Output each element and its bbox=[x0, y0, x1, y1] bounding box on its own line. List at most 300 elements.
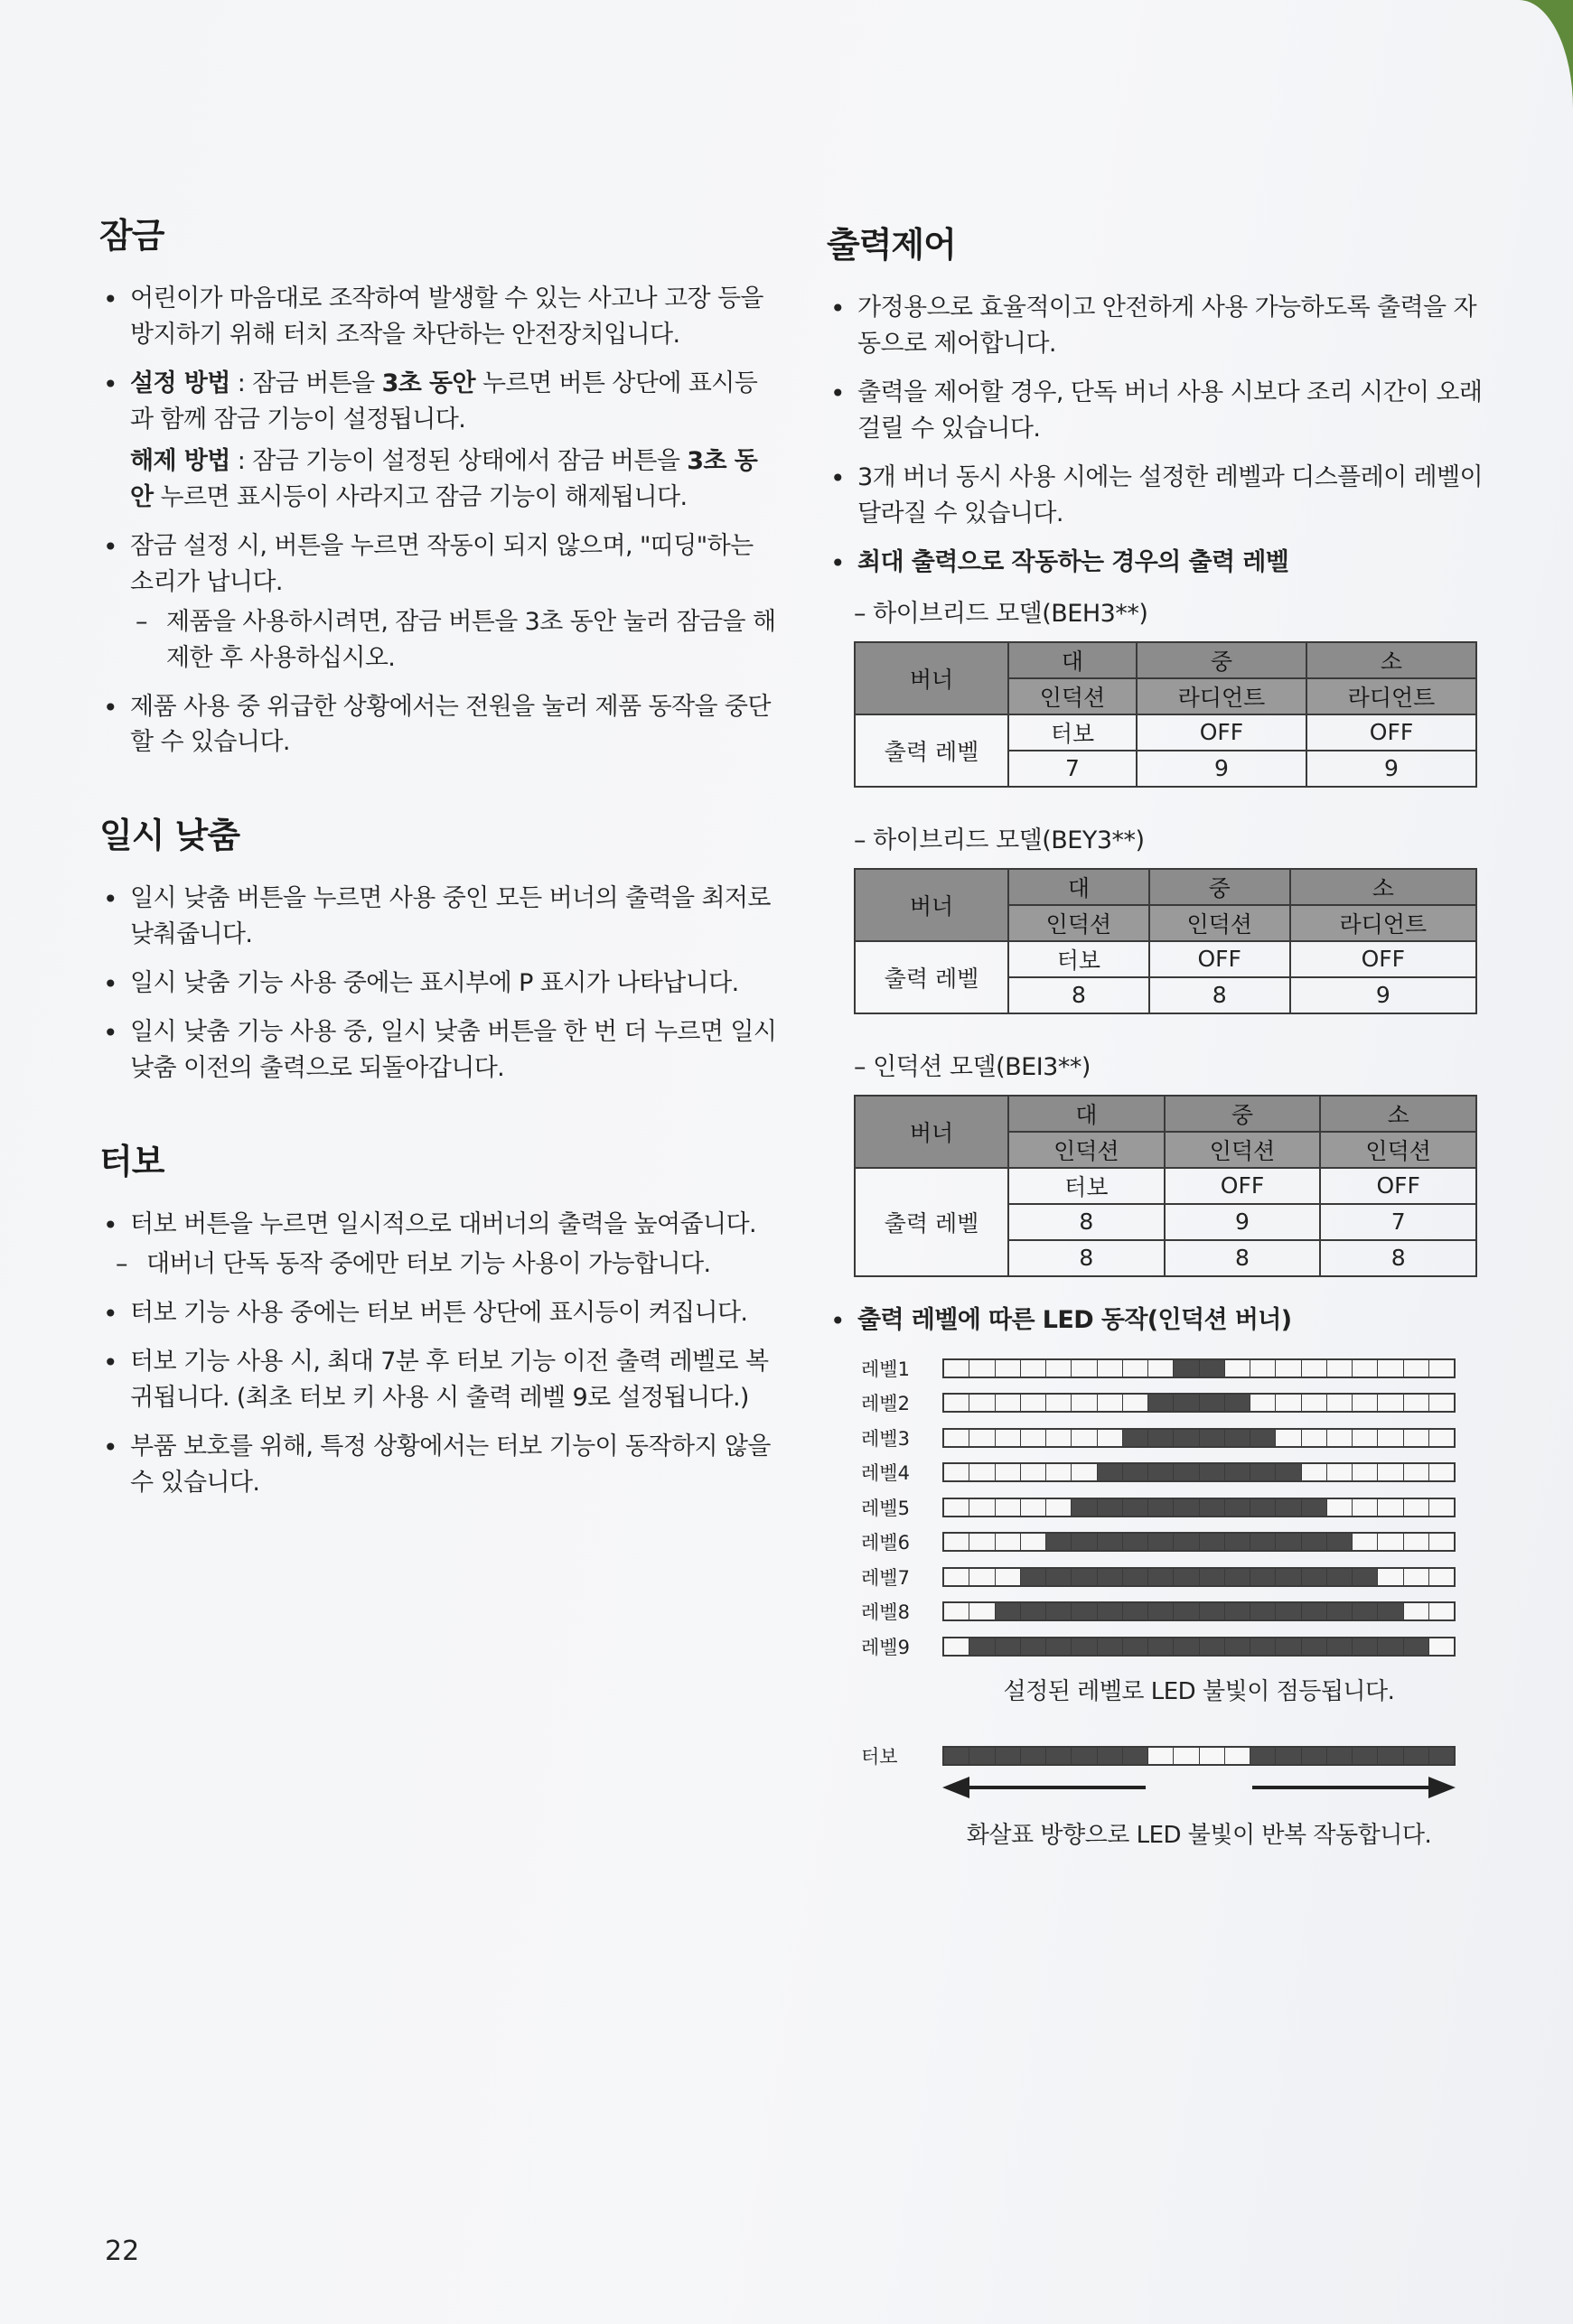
led-segment bbox=[1174, 1534, 1199, 1550]
led-heading bbox=[827, 1302, 1486, 1339]
left-column bbox=[99, 208, 777, 1548]
led-level-label: 레벨1 bbox=[861, 1358, 910, 1380]
table-cell: 7 bbox=[1320, 1204, 1476, 1240]
led-segment bbox=[969, 1569, 995, 1585]
burner-header: 버너 bbox=[855, 869, 1008, 941]
led-segment bbox=[1148, 1430, 1174, 1446]
led-segment bbox=[944, 1360, 969, 1377]
turbo-led-segment bbox=[1200, 1748, 1225, 1764]
led-segment bbox=[1404, 1360, 1429, 1377]
output-level-label: 출력 레벨 bbox=[855, 714, 1008, 787]
led-segment bbox=[1123, 1603, 1148, 1619]
led-segment bbox=[1250, 1464, 1276, 1480]
set-method-label: 설정 방법 bbox=[130, 369, 230, 397]
type-header: 인덕션 bbox=[1008, 905, 1149, 941]
led-segment bbox=[996, 1430, 1021, 1446]
led-segment bbox=[1327, 1603, 1353, 1619]
led-segment bbox=[1276, 1395, 1301, 1411]
led-segment bbox=[944, 1603, 969, 1619]
turbo-arrows bbox=[942, 1769, 1456, 1806]
led-segment bbox=[1429, 1464, 1454, 1480]
led-level-row bbox=[861, 1351, 1486, 1386]
led-bar bbox=[942, 1532, 1456, 1552]
led-segment bbox=[996, 1534, 1021, 1550]
led-segment bbox=[1225, 1603, 1250, 1619]
led-segment bbox=[1404, 1603, 1429, 1619]
led-segment bbox=[1123, 1534, 1148, 1550]
led-level-row bbox=[861, 1560, 1486, 1595]
turbo-led-segment bbox=[1353, 1748, 1378, 1764]
table-cell: 9 bbox=[1290, 977, 1476, 1013]
led-segment bbox=[1098, 1464, 1123, 1480]
led-segment bbox=[1302, 1464, 1327, 1480]
table-cell: 8 bbox=[1008, 1240, 1165, 1276]
turbo-led-segment bbox=[1174, 1748, 1199, 1764]
led-segment bbox=[944, 1569, 969, 1585]
size-header: 소 bbox=[1320, 1096, 1476, 1132]
led-segment bbox=[1404, 1464, 1429, 1480]
led-level-label: 레벨7 bbox=[861, 1566, 910, 1589]
table-cell: 터보 bbox=[1008, 714, 1137, 751]
type-header: 인덕션 bbox=[1149, 905, 1290, 941]
model-label: – 하이브리드 모델(BEY3**) bbox=[854, 820, 1486, 855]
table-cell: OFF bbox=[1165, 1168, 1321, 1204]
output-level-table bbox=[854, 1095, 1477, 1277]
led-segment bbox=[996, 1499, 1021, 1516]
led-segment bbox=[1072, 1395, 1097, 1411]
pause-bullet-1: • 일시 낮춤 버튼을 누르면 사용 중인 모든 버너의 출력을 최저로 낮춰줍니다. bbox=[99, 881, 777, 953]
table-cell: 터보 bbox=[1008, 1168, 1165, 1204]
lock-title: 잠금 bbox=[99, 216, 164, 256]
led-level-row bbox=[861, 1629, 1486, 1665]
led-segment bbox=[1098, 1360, 1123, 1377]
table-cell: OFF bbox=[1290, 941, 1476, 977]
table-cell: 8 bbox=[1320, 1240, 1476, 1276]
led-segment bbox=[1200, 1569, 1225, 1585]
max-output-heading-text: 최대 출력으로 작동하는 경우의 출력 레벨 bbox=[857, 547, 1289, 576]
led-segment bbox=[1174, 1464, 1199, 1480]
type-header: 인덕션 bbox=[1008, 678, 1137, 714]
output-level-label: 출력 레벨 bbox=[855, 941, 1008, 1013]
led-segment bbox=[944, 1499, 969, 1516]
led-segment bbox=[1200, 1395, 1225, 1411]
led-segment bbox=[1123, 1464, 1148, 1480]
led-segment bbox=[969, 1395, 995, 1411]
led-segment bbox=[1148, 1603, 1174, 1619]
led-segment bbox=[1046, 1603, 1072, 1619]
led-segment bbox=[969, 1430, 995, 1446]
led-segment bbox=[1404, 1638, 1429, 1655]
led-segment bbox=[1250, 1499, 1276, 1516]
led-bar bbox=[942, 1428, 1456, 1448]
turbo-title: 터보 bbox=[99, 1142, 164, 1182]
led-segment bbox=[1404, 1534, 1429, 1550]
pause-title: 일시 낮춤 bbox=[99, 816, 240, 856]
led-bar bbox=[942, 1358, 1456, 1378]
led-segment bbox=[1200, 1360, 1225, 1377]
led-segment bbox=[996, 1569, 1021, 1585]
led-segment bbox=[1072, 1569, 1097, 1585]
type-header: 인덕션 bbox=[1008, 1132, 1165, 1168]
burner-header: 버너 bbox=[855, 642, 1008, 714]
type-header: 라디언트 bbox=[1137, 678, 1306, 714]
led-segment bbox=[1148, 1569, 1174, 1585]
turbo-bullet-1-text: 터보 버튼을 누르면 일시적으로 대버너의 출력을 높여줍니다. bbox=[130, 1210, 756, 1239]
led-segment bbox=[1200, 1603, 1225, 1619]
led-segment bbox=[1250, 1534, 1276, 1550]
led-segment bbox=[1429, 1430, 1454, 1446]
led-level-row bbox=[861, 1594, 1486, 1629]
led-segment bbox=[1046, 1360, 1072, 1377]
led-segment bbox=[1302, 1534, 1327, 1550]
led-segment bbox=[1276, 1430, 1301, 1446]
release-method-text-b: 누르면 표시등이 사라지고 잠금 기능이 해제됩니다. bbox=[153, 482, 688, 511]
max-output-heading bbox=[827, 545, 1486, 581]
led-segment bbox=[1098, 1638, 1123, 1655]
turbo-led-segment bbox=[1072, 1748, 1097, 1764]
turbo-led-segment bbox=[1098, 1748, 1123, 1764]
led-segment bbox=[1021, 1464, 1046, 1480]
turbo-led-segment bbox=[1327, 1748, 1353, 1764]
turbo-led-segment bbox=[1276, 1748, 1301, 1764]
led-segment bbox=[1353, 1464, 1378, 1480]
set-method-text-a: : 잠금 버튼을 bbox=[229, 369, 382, 397]
right-column bbox=[827, 217, 1486, 1850]
turbo-bullet-3: • 터보 기능 사용 시, 최대 7분 후 터보 기능 이전 출력 레벨로 복귀됩니다. (최초 터보 키 사용 시 출력 레벨 9로 설정됩니다.) bbox=[99, 1344, 777, 1416]
led-segment bbox=[944, 1464, 969, 1480]
led-segment bbox=[1046, 1395, 1072, 1411]
led-segment bbox=[1174, 1638, 1199, 1655]
led-segment bbox=[1404, 1430, 1429, 1446]
led-segment bbox=[1327, 1360, 1353, 1377]
lock-bullet-3-sub: – 제품을 사용하시려면, 잠금 버튼을 3초 동안 눌러 잠금을 해제한 후 사용하십시오. bbox=[130, 604, 777, 677]
led-segment bbox=[1021, 1360, 1046, 1377]
led-segment bbox=[1302, 1360, 1327, 1377]
led-segment bbox=[1429, 1499, 1454, 1516]
model-label: – 하이브리드 모델(BEH3**) bbox=[854, 593, 1486, 629]
output-bullet-3: • 3개 버너 동시 사용 시에는 설정한 레벨과 디스플레이 레벨이 달라질 수 있습니다. bbox=[827, 460, 1486, 532]
led-segment bbox=[1250, 1360, 1276, 1377]
turbo-bullet-1 bbox=[99, 1207, 777, 1283]
led-segment bbox=[1250, 1395, 1276, 1411]
led-segment bbox=[1276, 1569, 1301, 1585]
led-segment bbox=[1353, 1430, 1378, 1446]
type-header: 라디언트 bbox=[1306, 678, 1476, 714]
output-title: 출력제어 bbox=[827, 225, 956, 265]
led-segment bbox=[1353, 1395, 1378, 1411]
burner-header: 버너 bbox=[855, 1096, 1008, 1168]
led-segment bbox=[1429, 1603, 1454, 1619]
led-segment bbox=[1174, 1603, 1199, 1619]
led-segment bbox=[1021, 1603, 1046, 1619]
led-segment bbox=[969, 1534, 995, 1550]
led-segment bbox=[944, 1534, 969, 1550]
led-bar bbox=[942, 1462, 1456, 1482]
led-segment bbox=[1276, 1534, 1301, 1550]
led-segment bbox=[1046, 1534, 1072, 1550]
led-segment bbox=[1429, 1569, 1454, 1585]
led-segment bbox=[1072, 1499, 1097, 1516]
turbo-led-segment bbox=[1225, 1748, 1250, 1764]
led-segment bbox=[969, 1499, 995, 1516]
led-segment bbox=[1353, 1603, 1378, 1619]
led-segment bbox=[969, 1360, 995, 1377]
table-cell: 8 bbox=[1008, 977, 1149, 1013]
size-header: 소 bbox=[1290, 869, 1476, 905]
led-segment bbox=[1327, 1430, 1353, 1446]
led-segment bbox=[969, 1464, 995, 1480]
led-segment bbox=[1123, 1360, 1148, 1377]
turbo-led-segment bbox=[1404, 1748, 1429, 1764]
led-segment bbox=[969, 1638, 995, 1655]
release-method-bold: 3초 동안 bbox=[130, 446, 758, 511]
led-segment bbox=[1021, 1499, 1046, 1516]
led-level-rows bbox=[861, 1351, 1486, 1665]
table-cell: 8 bbox=[1149, 977, 1290, 1013]
turbo-led-segment bbox=[1148, 1748, 1174, 1764]
led-segment bbox=[1046, 1430, 1072, 1446]
led-level-label: 레벨6 bbox=[861, 1532, 910, 1554]
turbo-led-bar bbox=[942, 1746, 1456, 1766]
led-segment bbox=[1174, 1499, 1199, 1516]
led-caption: 설정된 레벨로 LED 불빛이 점등됩니다. bbox=[1003, 1678, 1395, 1706]
led-segment bbox=[996, 1638, 1021, 1655]
led-bar bbox=[942, 1567, 1456, 1587]
led-segment bbox=[1378, 1360, 1403, 1377]
led-segment bbox=[944, 1638, 969, 1655]
led-segment bbox=[1200, 1430, 1225, 1446]
table-cell: OFF bbox=[1149, 941, 1290, 977]
led-segment bbox=[1302, 1638, 1327, 1655]
led-segment bbox=[1021, 1569, 1046, 1585]
table-cell: 9 bbox=[1165, 1204, 1321, 1240]
turbo-led-segment bbox=[969, 1748, 995, 1764]
led-segment bbox=[1225, 1360, 1250, 1377]
led-segment bbox=[1302, 1603, 1327, 1619]
led-segment bbox=[1250, 1603, 1276, 1619]
led-segment bbox=[1378, 1534, 1403, 1550]
turbo-led-segment bbox=[996, 1748, 1021, 1764]
led-segment bbox=[1200, 1464, 1225, 1480]
led-segment bbox=[1353, 1534, 1378, 1550]
release-method bbox=[130, 443, 777, 516]
led-segment bbox=[1378, 1464, 1403, 1480]
led-segment bbox=[1276, 1360, 1301, 1377]
led-level-row bbox=[861, 1386, 1486, 1421]
led-bar bbox=[942, 1498, 1456, 1517]
led-segment bbox=[1225, 1638, 1250, 1655]
turbo-bullet-2: • 터보 기능 사용 중에는 터보 버튼 상단에 표시등이 켜집니다. bbox=[99, 1295, 777, 1331]
led-level-label: 레벨8 bbox=[861, 1601, 910, 1624]
led-segment bbox=[1174, 1395, 1199, 1411]
led-segment bbox=[1225, 1534, 1250, 1550]
led-segment bbox=[1174, 1360, 1199, 1377]
turbo-led-segment bbox=[1250, 1748, 1276, 1764]
led-segment bbox=[944, 1395, 969, 1411]
led-segment bbox=[1123, 1638, 1148, 1655]
led-segment bbox=[1098, 1569, 1123, 1585]
led-segment bbox=[1327, 1464, 1353, 1480]
led-segment bbox=[1072, 1638, 1097, 1655]
led-segment bbox=[996, 1464, 1021, 1480]
led-segment bbox=[1225, 1430, 1250, 1446]
size-header: 중 bbox=[1137, 642, 1306, 678]
led-segment bbox=[1098, 1395, 1123, 1411]
led-segment bbox=[1276, 1603, 1301, 1619]
left-arrow-icon bbox=[942, 1777, 969, 1798]
led-segment bbox=[1148, 1534, 1174, 1550]
type-header: 인덕션 bbox=[1165, 1132, 1321, 1168]
led-segment bbox=[1276, 1638, 1301, 1655]
led-segment bbox=[1072, 1603, 1097, 1619]
led-level-row bbox=[861, 1490, 1486, 1526]
led-level-label: 레벨5 bbox=[861, 1497, 910, 1519]
led-segment bbox=[1174, 1569, 1199, 1585]
led-level-label: 레벨3 bbox=[861, 1427, 910, 1450]
led-segment bbox=[1276, 1499, 1301, 1516]
turbo-led-segment bbox=[1378, 1748, 1403, 1764]
model-label: – 인덕션 모델(BEI3**) bbox=[854, 1047, 1486, 1082]
led-segment bbox=[996, 1603, 1021, 1619]
led-segment bbox=[1327, 1569, 1353, 1585]
table-cell: 9 bbox=[1137, 751, 1306, 787]
led-segment bbox=[1046, 1569, 1072, 1585]
table-cell: 터보 bbox=[1008, 941, 1149, 977]
led-bar bbox=[942, 1637, 1456, 1657]
led-segment bbox=[1378, 1569, 1403, 1585]
led-segment bbox=[1302, 1430, 1327, 1446]
led-segment bbox=[1098, 1603, 1123, 1619]
led-segment bbox=[1072, 1464, 1097, 1480]
lock-section bbox=[99, 208, 777, 761]
size-header: 대 bbox=[1008, 869, 1149, 905]
pause-bullet-3: • 일시 낮춤 기능 사용 중, 일시 낮춤 버튼을 한 번 더 누르면 일시 낮춤 이전의 출력으로 되돌아갑니다. bbox=[99, 1014, 777, 1087]
led-segment bbox=[1429, 1360, 1454, 1377]
led-segment bbox=[1098, 1534, 1123, 1550]
led-segment bbox=[1302, 1395, 1327, 1411]
led-segment bbox=[1250, 1569, 1276, 1585]
led-level-label: 레벨4 bbox=[861, 1462, 910, 1485]
led-segment bbox=[1429, 1534, 1454, 1550]
led-segment bbox=[1123, 1569, 1148, 1585]
led-segment bbox=[944, 1430, 969, 1446]
led-segment bbox=[1174, 1430, 1199, 1446]
turbo-led-segment bbox=[1429, 1748, 1454, 1764]
size-header: 대 bbox=[1008, 642, 1137, 678]
release-method-label: 해제 방법 bbox=[130, 446, 230, 475]
output-level-table bbox=[854, 641, 1477, 788]
table-cell: OFF bbox=[1306, 714, 1476, 751]
led-segment bbox=[1072, 1360, 1097, 1377]
table-cell: 8 bbox=[1165, 1240, 1321, 1276]
led-level-label: 레벨2 bbox=[861, 1393, 910, 1415]
led-heading-text: 출력 레벨에 따른 LED 동작(인덕션 버너) bbox=[857, 1305, 1292, 1334]
type-header: 라디언트 bbox=[1290, 905, 1476, 941]
led-segment bbox=[1148, 1360, 1174, 1377]
table-cell: 8 bbox=[1008, 1204, 1165, 1240]
turbo-led-segment bbox=[1021, 1748, 1046, 1764]
led-segment bbox=[1046, 1464, 1072, 1480]
release-method-text-a: : 잠금 기능이 설정된 상태에서 잠금 버튼을 bbox=[229, 446, 688, 475]
led-segment bbox=[1276, 1464, 1301, 1480]
lock-bullet-3 bbox=[99, 528, 777, 677]
led-segment bbox=[1098, 1499, 1123, 1516]
led-segment bbox=[1046, 1499, 1072, 1516]
led-segment bbox=[1378, 1430, 1403, 1446]
led-segment bbox=[1225, 1499, 1250, 1516]
led-segment bbox=[1378, 1638, 1403, 1655]
turbo-led-row bbox=[861, 1742, 1486, 1769]
led-segment bbox=[1098, 1430, 1123, 1446]
turbo-bullet-1-sub: – 대버너 단독 동작 중에만 터보 기능 사용이 가능합니다. bbox=[110, 1246, 777, 1283]
led-level-row bbox=[861, 1421, 1486, 1456]
led-segment bbox=[1404, 1569, 1429, 1585]
led-segment bbox=[1327, 1499, 1353, 1516]
output-tables bbox=[827, 593, 1486, 1277]
table-cell: 7 bbox=[1008, 751, 1137, 787]
size-header: 소 bbox=[1306, 642, 1476, 678]
led-segment bbox=[1148, 1638, 1174, 1655]
led-segment bbox=[1225, 1569, 1250, 1585]
led-segment bbox=[969, 1603, 995, 1619]
turbo-led-label: 터보 bbox=[861, 1746, 898, 1769]
size-header: 중 bbox=[1165, 1096, 1321, 1132]
led-segment bbox=[1302, 1569, 1327, 1585]
turbo-led-segment bbox=[1046, 1748, 1072, 1764]
lock-bullet-1: • 어린이가 마음대로 조작하여 발생할 수 있는 사고나 고장 등을 방지하기 위해 터치 조작을 차단하는 안전장치입니다. bbox=[99, 281, 777, 353]
turbo-led-segment bbox=[944, 1748, 969, 1764]
led-bar bbox=[942, 1393, 1456, 1413]
led-segment bbox=[1072, 1534, 1097, 1550]
led-segment bbox=[1072, 1430, 1097, 1446]
led-segment bbox=[1404, 1395, 1429, 1411]
led-segment bbox=[1250, 1638, 1276, 1655]
led-segment bbox=[1123, 1499, 1148, 1516]
led-segment bbox=[1353, 1638, 1378, 1655]
led-segment bbox=[1353, 1360, 1378, 1377]
set-method-text-b: 누르면 버튼 상단에 표시등과 함께 잠금 기능이 설정됩니다. bbox=[130, 369, 758, 434]
led-segment bbox=[1302, 1499, 1327, 1516]
turbo-section bbox=[99, 1134, 777, 1501]
led-level-row bbox=[861, 1455, 1486, 1490]
led-segment bbox=[1200, 1499, 1225, 1516]
output-level-label: 출력 레벨 bbox=[855, 1168, 1008, 1276]
size-header: 중 bbox=[1149, 869, 1290, 905]
led-segment bbox=[1148, 1499, 1174, 1516]
size-header: 대 bbox=[1008, 1096, 1165, 1132]
led-segment bbox=[1327, 1534, 1353, 1550]
led-segment bbox=[1225, 1395, 1250, 1411]
type-header: 인덕션 bbox=[1320, 1132, 1476, 1168]
lock-bullet-3-text: 잠금 설정 시, 버튼을 누르면 작동이 되지 않으며, "띠딩"하는 소리가 납니다. bbox=[130, 531, 754, 596]
pause-section bbox=[99, 807, 777, 1087]
turbo-led-segment bbox=[1302, 1748, 1327, 1764]
set-method-bold: 3초 동안 bbox=[381, 369, 476, 397]
led-segment bbox=[1327, 1638, 1353, 1655]
led-segment bbox=[1353, 1569, 1378, 1585]
led-segment bbox=[1429, 1638, 1454, 1655]
led-segment bbox=[1148, 1464, 1174, 1480]
output-level-table bbox=[854, 868, 1477, 1014]
turbo-caption: 화살표 방향으로 LED 불빛이 반복 작동합니다. bbox=[966, 1822, 1432, 1850]
turbo-arrows-svg bbox=[942, 1769, 1456, 1806]
led-segment bbox=[1225, 1464, 1250, 1480]
led-level-label: 레벨9 bbox=[861, 1636, 910, 1658]
lock-bullet-2 bbox=[99, 366, 777, 516]
led-segment bbox=[1200, 1638, 1225, 1655]
led-segment bbox=[1378, 1499, 1403, 1516]
led-diagram bbox=[861, 1351, 1486, 1851]
